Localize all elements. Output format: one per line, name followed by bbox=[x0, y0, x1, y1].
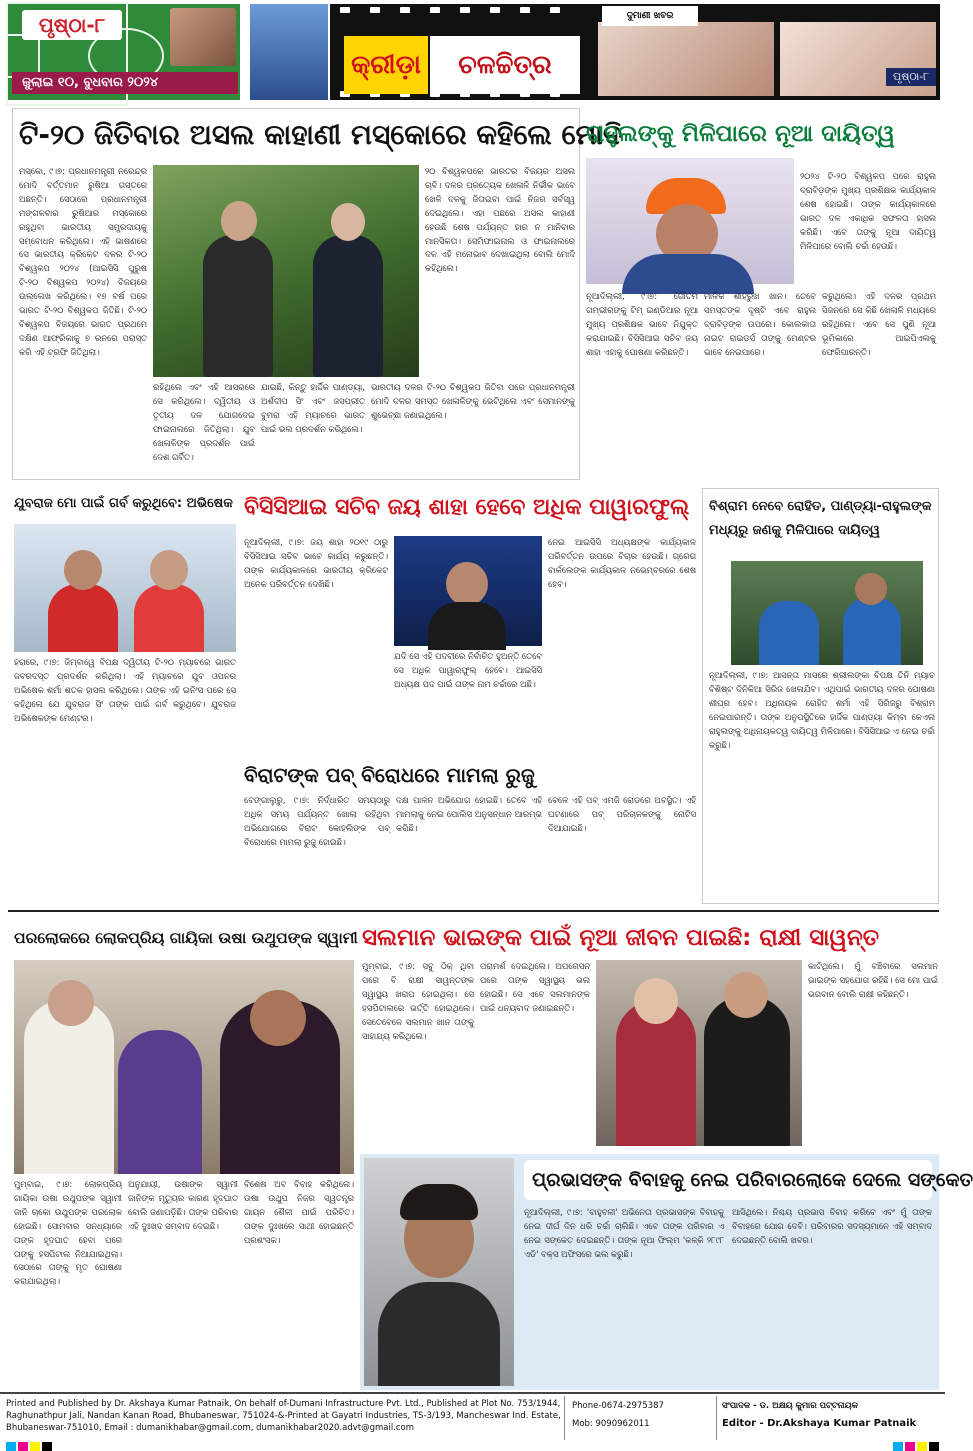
imprint: Printed and Published by Dr. Akshaya Kumar Patnaik, On behalf of-Dumani Infrastructure Pvt. Ltd., Published at Plot No. 753/1944, Raghunathpur Jali, Nandan Kanan Road, Bhubaneswar, 751024-&-Printed at Gayatri Industries, TS-3/193, Mancheswar Ind. Estate, Bhubaneswar-751010, Email : dumanikhabar@gmail.com, dumanikhabar2020.advt@gmail.com bbox=[6, 1399, 561, 1433]
article-column: ଦକ୍ଷ ପାଳନ ଅଭିଯୋଗ ହୋଇଛି। ତେବେ ଏହି ମାମଲାକୁ ନେଇ ପୋଲିସ ଅନୁସନ୍ଧାନ ଆରମ୍ଭ କରିଛି। bbox=[396, 795, 542, 833]
editor-english: Editor - Dr.Akshaya Kumar Patnaik bbox=[722, 1418, 917, 1429]
page-label-right: ପୃଷ୍ଠା-୮ bbox=[886, 68, 936, 86]
article-column: ନେଇ ଆଇସିସି ଅଧ୍ୟକ୍ଷଙ୍କ କାର୍ଯ୍ୟକାଳ ପରିବର୍ତ୍ତନ ଉପରେ ବିଚାର ହେଉଛି। ଗ୍ରେଗ ବାର୍କଲେଙ୍କ କାର୍ଯ୍ୟକାଳ ନଭେମ୍ବରରେ ଶେଷ ହେବ। bbox=[548, 537, 696, 589]
article-usha bbox=[12, 916, 356, 1390]
article-rakhi bbox=[360, 916, 939, 1150]
mobile-number: Mob: 9090962011 bbox=[572, 1419, 650, 1429]
salman-rakhi-photo bbox=[596, 960, 802, 1146]
page-label: ପୃଷ୍ଠା-୮ bbox=[22, 10, 122, 40]
article-column: ମୁମ୍ବାଇ, ୯।୭: ଲୋକପ୍ରିୟ ଗାୟିକା ଉଷା ଉଥୁପଙ୍କ ସ୍ୱାମୀ ଜାନି ଚାକୋ ଉଥୁପଙ୍କ ପରଲୋକ ହୋଇଛି। ସୋମବାର ସନ୍ଧ୍ୟାରେ ତାଙ୍କ ହୃଦଘାତ ହେବା ପରେ ତାଙ୍କୁ ହସପିଟାଲ ନିଆଯାଇଥିଲା। ସେଠାରେ ତାଙ୍କୁ ମୃତ ଘୋଷଣା କରାଯାଇଥିଲା। bbox=[14, 1179, 122, 1287]
headline: ଯୁବରାଜ ମୋ ପାଇଁ ଗର୍ବ କରୁଥିବେ: ଅଭିଷେକ bbox=[14, 496, 233, 511]
article-column: ଯଦି ସେ ଏହି ପଦବୀରେ ନିର୍ବାଚିତ ହୁଅନ୍ତି ତେବେ ସେ ଅଧିକ ପାୱାରଫୁଲ୍ ହେବେ। ଆଇସିସି ଅଧ୍ୟକ୍ଷ ପଦ ପାଇଁ ତାଙ୍କ ନାମ ଚର୍ଚ୍ଚାରେ ଅଛି। bbox=[394, 651, 542, 689]
rahul-dravid-photo bbox=[586, 158, 794, 284]
article-column: ଭାରତୀୟ ଦଳର ଟି-୨୦ ବିଶ୍ୱକପ ଜିତିବା ପରେ ପ୍ରଧାନମନ୍ତ୍ରୀ ମୋଦି ଦଳର ସମସ୍ତ ଖେଳାଳିଙ୍କୁ ଭେଟିଥିଲେ ଏବଂ ସେମାନଙ୍କୁ ଶୁଭେଚ୍ଛା ଜଣାଇଥିଲେ। bbox=[371, 382, 575, 420]
article-column: ଅନୁଯାୟୀ, ଉଷାଙ୍କ ସ୍ୱାମୀ ଜାନିଙ୍କ ମୃତ୍ୟୁର କାରଣ ହୃଦଘାତ ବୋଲି ଜଣାପଡ଼ିଛି। ତାଙ୍କ ପରିବାର ଏହି ଦୁଃଖଦ ସମ୍ବାଦ ଦେଇଛି। bbox=[128, 1179, 238, 1231]
phone-number: Phone-0674-2975387 bbox=[572, 1401, 664, 1411]
editor-odia: ସଂପାଦକ - ଡ. ଅକ୍ଷୟ କୁମାର ପଟ୍ଟନାୟକ bbox=[722, 1401, 858, 1411]
article-column: ନୂଆଦିଲ୍ଲୀ, ୯।୭: 'ବାହୁବଳୀ' ଅଭିନେତା ପ୍ରଭାସଙ୍କ ବିବାହକୁ ନେଇ ଦୀର୍ଘ ଦିନ ଧରି ଚର୍ଚ୍ଚା ଚାଲିଛି। ଏବେ ତାଙ୍କ ପରିବାର ଏ ନେଇ ସଙ୍କେତ ଦେଇଛନ୍ତି। ତାଙ୍କ ନୂଆ ଫିଲ୍ମ 'କଳ୍କି ୨୮୯୮ ଏଡି' ବକ୍ସ ଅଫିସରେ ଭଲ କରୁଛି। bbox=[524, 1207, 724, 1259]
pandya-rahul-photo bbox=[731, 561, 923, 665]
prabhas-photo bbox=[364, 1158, 514, 1386]
article-column: ପରାମର୍ଶ ଦେଇଥିଲେ। ଅପରେସନ ପରେ ତାଙ୍କ ସ୍ୱାସ୍ଥ୍ୟ ଭଲ ହୋଇଛି। ସେ ଏବେ ସଲମାନଙ୍କ ପାଇଁ ଧନ୍ୟବାଦ ଜଣାଇଛନ୍ତି। bbox=[480, 961, 590, 1013]
headline: ପ୍ରଭାସଙ୍କ ବିବାହକୁ ନେଇ ପରିବାରଲୋକେ ଦେଲେ ସଙ୍କେତ bbox=[532, 1169, 973, 1191]
article-column: ମସ୍କୋ, ୯।୭: ପ୍ରଧାନମନ୍ତ୍ରୀ ନରେନ୍ଦ୍ର ମୋଦି ବର୍ତ୍ତମାନ ରୁଷିଆ ଗସ୍ତରେ ଅଛନ୍ତି। ସେଠାରେ ପ୍ରଧାନମନ୍ତ୍ରୀ ମଙ୍ଗଳବାର ରୁଷିଆର ମସ୍କୋରେ ରହୁଥିବା ଭାରତୀୟ ସମ୍ପ୍ରଦାୟକୁ ସମ୍ବୋଧନ କରିଥିଲେ। ଏହି ଭାଷଣରେ ସେ ଭାରତୀୟ କ୍ରିକେଟ ଦଳର ଟି-୨୦ ବିଶ୍ୱକପ ୨୦୨୪ (ଆଇସିସି ପୁରୁଷ ଟି-୨୦ ବିଶ୍ୱକପ ୨୦୨୪) ବିଜୟରେ ଉଲ୍ଲେଖ କରିଥିଲେ। ୧୭ ବର୍ଷ ପରେ ଭାରତ ଟି-୨୦ ବିଶ୍ୱକପ ଜିତିଛି। ଟି-୨୦ ବିଶ୍ୱକପ ବିଜୟରେ ଭାରତ ପ୍ରଥମେ ଦକ୍ଷିଣ ଆଫ୍ରିକାକୁ ୭ ରନରେ ପରାସ୍ତ କରି ଏହି ଟ୍ରଫି ଜିତିଥିଲା। bbox=[19, 166, 147, 357]
article-column: ରହିଥିଲେ ଏବଂ ଏହି ଆସରରେ ସେ କରିଥିଲେ। ଦ୍ୱିତୀୟ ଓ ତୃତୀୟ ଦଳ ଯୋଗଦେଇ ଫାଇନାଲରେ ଜିତିଥିଲା। ଯୁବ ଖେଳାଳିଙ୍କ ପ୍ରଦର୍ଶନ ପାଇଁ ଦେଶ ଗର୍ବିତ। bbox=[153, 382, 255, 462]
headline: ପରଲୋକରେ ଲୋକପ୍ରିୟ ଗାୟିକା ଉଷା ଉଥୁପଙ୍କ ସ୍ୱାମୀ bbox=[14, 929, 358, 947]
article-column: ଆସିଥିଲେ। ନିଶ୍ଚୟ ପ୍ରଭାସ ବିବାହ କରିବେ ଏବଂ ମୁଁ ତାଙ୍କ ବିବାହରେ ଯୋଗ ଦେବି। ପରିବାରର ସଦସ୍ୟମାନେ ଏହି ସମ୍ବାଦ ଦେଇଛନ୍ତି ବୋଲି ଖବର। bbox=[732, 1207, 932, 1245]
issue-date: ଜୁଲାଇ ୧୦, ବୁଧବାର ୨୦୨୪ bbox=[12, 72, 238, 94]
article-column: ନୂଆଦିଲ୍ଲୀ, ୯।୭: ଆସନ୍ତା ମାସରେ ଶ୍ରୀଲଙ୍କା ବିପକ୍ଷ ତିନି ମ୍ୟାଚ ବିଶିଷ୍ଟ ଦିନିକିଆ ସିରିଜ ଖେଳାଯିବ। ଏଥିପାଇଁ ଭାରତୀୟ ଦଳର ଘୋଷଣା ଶୀଘ୍ର ହେବ। ଅଧିନାୟକ ରୋହିତ ଶର୍ମା ଏହି ସିରିଜରୁ ବିଶ୍ରାମ ନେଇପାରନ୍ତି। ତାଙ୍କ ଅନୁପସ୍ଥିତିରେ ହାର୍ଦ୍ଦିକ ପାଣ୍ଡ୍ୟା କିମ୍ବା କେଏଲ ରାହୁଲଙ୍କୁ ଅଧିନାୟକତ୍ୱ ଦାୟିତ୍ୱ ମିଳିପାରେ। ବିସିସିଆଇ ଏ ନେଇ ଚର୍ଚ୍ଚା କରୁଛି। bbox=[709, 670, 935, 750]
article-prabhas bbox=[360, 1154, 973, 1390]
headline-box bbox=[524, 1160, 973, 1200]
headline: ରାହୁଲଙ୍କୁ ମିଳିପାରେ ନୂଆ ଦାୟିତ୍ୱ bbox=[586, 121, 895, 147]
headline-line-2: ମଧ୍ୟରୁ ଜଣକୁ ମିଳିପାରେ ଦାୟିତ୍ୱ bbox=[709, 523, 880, 538]
article-column: ବେଳେ ଏହି ପବ୍ ଏମଜି ରୋଡରେ ଅବସ୍ଥିତ। ଏହି ଘଟଣାରେ ପବ୍ ପରିଚାଳକଙ୍କୁ ନୋଟିସ ଦିଆଯାଇଛି। bbox=[548, 795, 696, 833]
registration-mark bbox=[929, 1442, 939, 1451]
masthead bbox=[0, 0, 945, 105]
registration-mark bbox=[917, 1442, 927, 1451]
headline: ଟି-୨୦ ଜିତିବାର ଅସଲ କାହାଣୀ ମସ୍କୋରେ କହିଲେ ମୋଦି bbox=[19, 118, 623, 151]
usha-uthup-photo bbox=[14, 960, 354, 1174]
article-shah bbox=[240, 484, 698, 754]
modi-putin-photo bbox=[153, 165, 419, 377]
article-column: କାଟିଥିଲେ। ମୁଁ ବଞ୍ଚିବାରେ ସଲମାନ ଭାଇଙ୍କ ସହଯୋଗ ରହିଛି। ସେ ମୋ ପାଇଁ ଭଗବାନ ବୋଲି ରାକ୍ଷୀ କହିଛନ୍ତି। bbox=[808, 961, 938, 999]
article-yuvraj bbox=[12, 484, 236, 904]
article-virat bbox=[240, 758, 698, 904]
article-modi bbox=[12, 108, 623, 480]
footer bbox=[0, 1392, 945, 1451]
yuvraj-abhishek-photo bbox=[14, 524, 236, 652]
player-photo bbox=[170, 8, 236, 66]
article-column: କରୁଥିଲେ। ଏହି ଦଳର ପ୍ରଥମ ସିଜନରେ ସେ କିଛି ଖେଳାଳି ମଧ୍ୟରେ ରହିଥିଲେ। ଏବେ ସେ ପୁଣି ନୂଆ ଭୂମିକାରେ ଆଇପିଏଲକୁ ଫେରିପାରନ୍ତି। bbox=[822, 291, 936, 357]
article-rohit-rest bbox=[702, 488, 939, 904]
actress-photo-1 bbox=[598, 22, 774, 96]
jay-shah-photo bbox=[394, 536, 542, 646]
article-column: ନୂଆଦିଲ୍ଲୀ, ୯।୭: ଜୟ ଶାହା ୨୦୧୯ ଠାରୁ ବିସିସିଆଇ ସଚିବ ଭାବେ କାର୍ଯ୍ୟ କରୁଛନ୍ତି। ତାଙ୍କ କାର୍ଯ୍ୟକାଳରେ ଭାରତୀୟ କ୍ରିକେଟ ଅନେକ ପରିବର୍ତ୍ତନ ଦେଖିଛି। bbox=[244, 537, 388, 589]
registration-mark bbox=[6, 1442, 16, 1451]
registration-mark bbox=[18, 1442, 28, 1451]
registration-mark bbox=[893, 1442, 903, 1451]
article-column: ନୂଆଦିଲ୍ଲୀ, ୯।୭: ଗୌତମ ଗମ୍ଭୀରଙ୍କୁ ଟିମ୍ ଇଣ୍ଡିଆର ନୂଆ ମୁଖ୍ୟ ପ୍ରଶିକ୍ଷକ ଭାବେ ନିଯୁକ୍ତ କରାଯାଇଛି। ବିସିସିଆଇ ସଚିବ ଜୟ ଶାହା ଏହାକୁ ଘୋଷଣା କରିଛନ୍ତି। bbox=[586, 291, 698, 357]
headline: ସଲମାନ ଭାଇଙ୍କ ପାଇଁ ନୂଆ ଜୀବନ ପାଇଛି: ରାକ୍ଷୀ ସାୱନ୍ତ bbox=[362, 925, 880, 951]
article-column: ଯାଇଛି, କିନ୍ତୁ ହାର୍ଦ୍ଦିକ ପାଣ୍ଡ୍ୟା, ଅର୍ଶଦୀପ ସିଂ ଏବଂ ଜସପ୍ରୀତ ବୁମରା ଏହି ମ୍ୟାଚରେ ଭାରତ ପାଇଁ ଭଲ ପ୍ରଦର୍ଶନ କରିଥିଲେ। bbox=[261, 382, 365, 434]
headline: ବିସିସିଆଇ ସଚିବ ଜୟ ଶାହା ହେବେ ଅଧିକ ପାୱାରଫୁଲ୍ bbox=[244, 495, 690, 520]
brand-logo: ଦୁମାଣୀ ଖବର bbox=[602, 6, 698, 26]
cricketer-photo bbox=[250, 4, 328, 100]
article-column: ମାଳିକ ଶାହରୁଖ ଖାନ। ତେବେ ସମସ୍ତଙ୍କ ଦୃଷ୍ଟି ଏବେ ରାହୁଲ ଦ୍ରାବିଡ଼ଙ୍କ ଉପରେ। କୋଲକାତା ନାଇଟ ରାଇଡର୍ସ ତାଙ୍କୁ ମେଣ୍ଟର ଭାବେ ନେଇପାରେ। bbox=[704, 291, 816, 357]
article-column: ମୁମ୍ବାଇ, ୯।୭: ସବୁ ଠିକ୍ ଥିବା ପରେ ବି ରାକ୍ଷୀ ସାୱନ୍ତଙ୍କ ସ୍ୱାସ୍ଥ୍ୟ ଖରାପ ହୋଇଥିଲା। ସେ ହସପିଟାଲରେ ଭର୍ତ୍ତି ହୋଇଥିଲେ। ସେତେବେଳେ ସଲମାନ ଖାନ ତାଙ୍କୁ ସାହାଯ୍ୟ କରିଥିଲେ। bbox=[362, 961, 474, 1041]
registration-mark bbox=[30, 1442, 40, 1451]
registration-mark bbox=[905, 1442, 915, 1451]
section-title-sports: କ୍ରୀଡ଼ା bbox=[344, 36, 428, 94]
headline-line-1: ବିଶ୍ରାମ ନେବେ ରୋହିତ, ପାଣ୍ଡ୍ୟା-ରାହୁଲଙ୍କ bbox=[709, 499, 932, 514]
article-column: ହରାରେ, ୯।୭: ଜିମ୍ବାୱେ ବିପକ୍ଷ ଦ୍ୱିତୀୟ ଟି-୨୦ ମ୍ୟାଚରେ ଭାରତ ଜବରଦସ୍ତ ପ୍ରଦର୍ଶନ କରିଥିଲା। ଏହି ମ୍ୟାଚରେ ଯୁବ ଓପନର ଅଭିଷେକ ଶର୍ମା ଶତକ ହାସଲ କରିଥିଲେ। ତାଙ୍କ ଏହି ଇନିଂସ ପରେ ସେ କହିଥିଲେ ଯେ ଯୁବରାଜ ସିଂ ତାଙ୍କ ପାଇଁ ଗର୍ବ କରୁଥିବେ। ଯୁବରାଜ ଅଭିଷେକଙ୍କ ମେଣ୍ଟର। bbox=[14, 657, 236, 723]
headline: ବିରାଟଙ୍କ ପବ୍ ବିରୋଧରେ ମାମଲା ରୁଜୁ bbox=[244, 763, 535, 787]
article-column: ୨୦ ବିଶ୍ୱକପରେ ଭାରତର ବିଜୟର ଅସଲ ଚାବି। ଦଳର ପ୍ରତ୍ୟେକ ଖେଳାଳି ନିର୍ଭୀକ ଭାବେ ଖେଳି ଦଳକୁ ଜିତାଇବା ପାଇଁ ନିଜର ସର୍ବସ୍ୱ ଦେଇଥିଲେ। ଏହା ପଛରେ ଅସଲ କାହାଣୀ ହେଉଛି ଶେଷ ପର୍ଯ୍ୟନ୍ତ ହାର ନ ମାନିବାର ମାନସିକତା। ସେମିଫାଇନାଲ ଓ ଫାଇନାଲରେ ଦଳ ଏହି ମନୋଭାବ ଦେଖାଇଥିଲା ବୋଲି ମୋଦି କହିଥିଲେ। bbox=[425, 166, 575, 274]
registration-mark bbox=[42, 1442, 52, 1451]
article-column: ବିଶେଷ ଅବ ବିବାହ କରିଥିଲେ। ଉଷା ଉଥୁପ ନିଜର ସ୍ୱତନ୍ତ୍ର ଗାୟନ ଶୈଳୀ ପାଇଁ ପରିଚିତ। ତାଙ୍କ ଦୁଃଖରେ ସାଥୀ ହୋଇଛନ୍ତି ପ୍ରଶଂସକ। bbox=[244, 1179, 354, 1245]
section-divider bbox=[8, 910, 939, 912]
article-rahul bbox=[584, 108, 939, 480]
article-column: ୨୦୨୪ ଟି-୨୦ ବିଶ୍ୱକପ ପରେ ରାହୁଲ ଦ୍ରାବିଡ଼ଙ୍କ ମୁଖ୍ୟ ପ୍ରଶିକ୍ଷକ କାର୍ଯ୍ୟକାଳ ଶେଷ ହୋଇଛି। ତାଙ୍କ କାର୍ଯ୍ୟକାଳରେ ଭାରତ ଦଳ ଏକାଧିକ ସଫଳତା ହାସଲ କରିଛି। ଏବେ ତାଙ୍କୁ ନୂଆ ଦାୟିତ୍ୱ ମିଳିପାରେ ବୋଲି ଚର୍ଚ୍ଚା ହେଉଛି। bbox=[800, 171, 936, 251]
section-title-cinema: ଚଳଚ୍ଚିତ୍ର bbox=[430, 36, 580, 94]
article-column: ବେଙ୍ଗାଲୁରୁ, ୯।୭: ନିର୍ଦ୍ଧାରିତ ସମୟଠାରୁ ଅଧିକ ସମୟ ପର୍ଯ୍ୟନ୍ତ ଖୋଲା ରହିଥିବା ଅଭିଯୋଗରେ ବିରାଟ କୋହଲିଙ୍କ ପବ୍ ବିରୋଧରେ ମାମଲା ରୁଜୁ ହୋଇଛି। bbox=[244, 795, 390, 847]
